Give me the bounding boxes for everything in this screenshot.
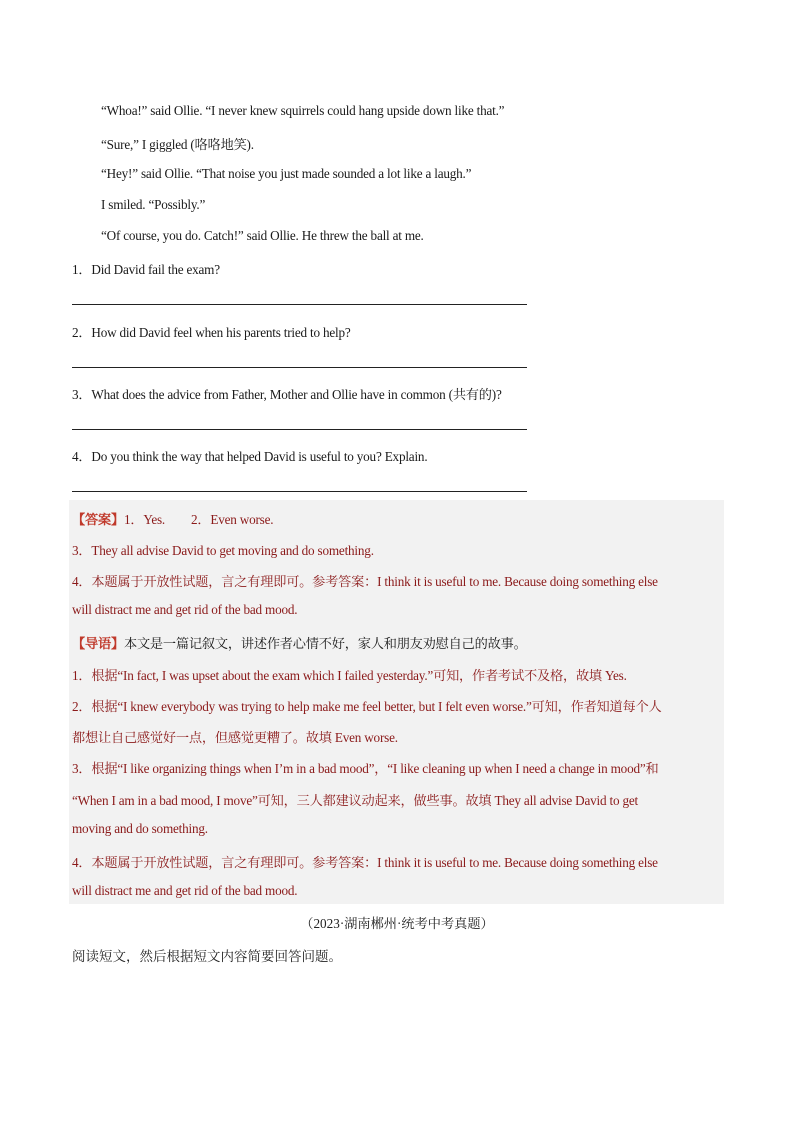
story-line: I smiled. “Possibly.” — [101, 197, 206, 212]
explanation-line: will distract me and get rid of the bad mood. — [72, 883, 298, 898]
question-4: 4．Do you think the way that helped David is useful to you? Explain. — [72, 449, 428, 464]
guide-line: 【导语】本文是一篇记叙文，讲述作者心情不好，家人和朋友劝慰自己的故事。 — [72, 636, 527, 651]
answer-line: 3．They all advise David to get moving and do something. — [72, 543, 374, 558]
source-citation: （2023·湖南郴州·统考中考真题） — [300, 916, 494, 931]
explanation-line: “When I am in a bad mood, I move”可知，三人都建议动起来，做些事。故填 They all advise David to get — [72, 793, 638, 808]
explanation-line: 4．本题属于开放性试题，言之有理即可。参考答案：I think it is useful to me. Because doing something else — [72, 855, 658, 870]
answer-line-1 — [72, 304, 527, 305]
answer-line-4 — [72, 491, 527, 492]
answer-line: 4．本题属于开放性试题，言之有理即可。参考答案：I think it is useful to me. Because doing something else — [72, 574, 658, 589]
question-1: 1．Did David fail the exam? — [72, 262, 220, 277]
question-3: 3．What does the advice from Father, Mother and Ollie have in common (共有的)? — [72, 387, 502, 402]
explanation-line: 都想让自己感觉好一点，但感觉更糟了。故填 Even worse. — [72, 730, 398, 745]
answer-tag: 【答案】 — [72, 512, 124, 527]
answer-line-2 — [72, 367, 527, 368]
explanation-line: 3．根据“I like organizing things when I’m in a bad mood”，“I like cleaning up when I need a change in mood”和 — [72, 761, 659, 776]
explanation-line: 1．根据“In fact, I was upset about the exam which I failed yesterday.”可知，作者考试不及格，故填 Yes. — [72, 668, 627, 683]
instruction: 阅读短文，然后根据短文内容简要回答问题。 — [72, 949, 342, 964]
answer-line: 【答案】1．Yes. 2．Even worse. — [72, 512, 274, 527]
answer-line-3 — [72, 429, 527, 430]
question-2: 2．How did David feel when his parents tried to help? — [72, 325, 351, 340]
explanation-line: moving and do something. — [72, 821, 208, 836]
story-line: “Whoa!” said Ollie. “I never knew squirrels could hang upside down like that.” — [101, 103, 505, 118]
answer-line: will distract me and get rid of the bad mood. — [72, 602, 298, 617]
story-line: “Of course, you do. Catch!” said Ollie. He threw the ball at me. — [101, 228, 424, 243]
story-line: “Hey!” said Ollie. “That noise you just made sounded a lot like a laugh.” — [101, 166, 472, 181]
guide-tag: 【导语】 — [72, 636, 124, 651]
explanation-line: 2．根据“I knew everybody was trying to help make me feel better, but I felt even worse.”可知，作者知道每个人 — [72, 699, 662, 714]
story-line: “Sure,” I giggled (咯咯地笑). — [101, 137, 254, 152]
